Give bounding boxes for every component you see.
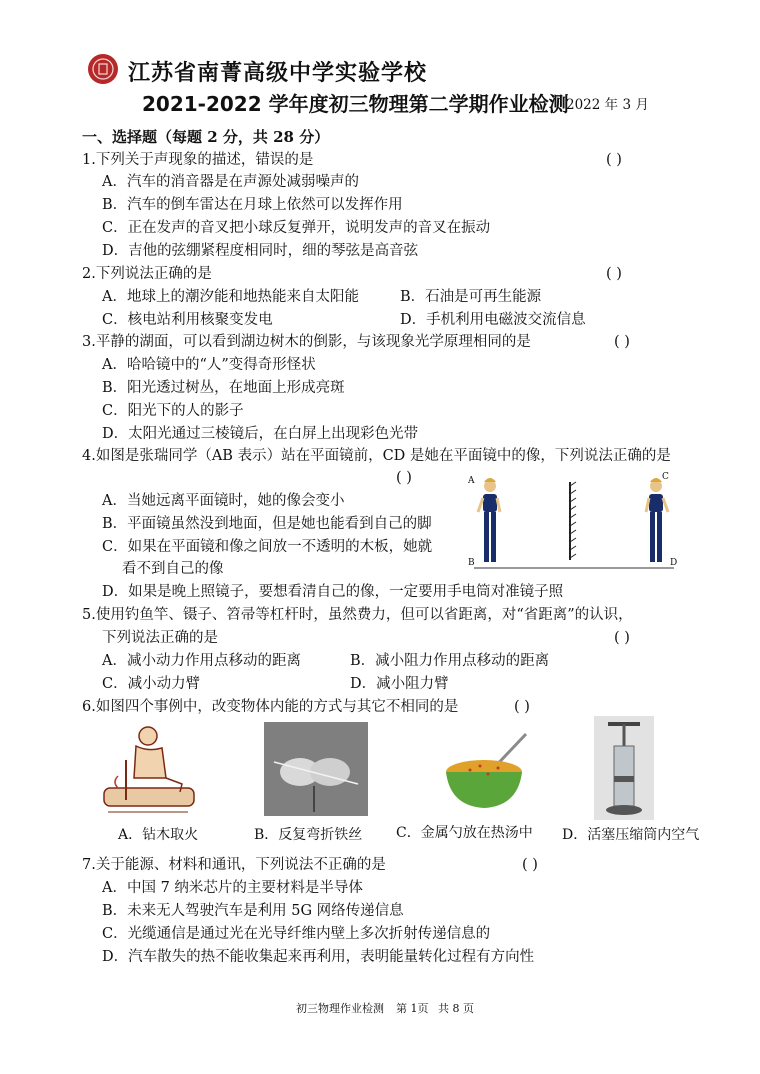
option: A．哈哈镜中的“人”变得奇形怪状 xyxy=(102,357,316,373)
answer-bracket[interactable]: ( ) xyxy=(614,334,630,350)
answer-bracket[interactable]: ( ) xyxy=(614,630,630,646)
option: C．阳光下的人的影子 xyxy=(102,403,244,419)
school-seal-icon xyxy=(88,54,118,84)
answer-bracket[interactable]: ( ) xyxy=(606,266,622,282)
option: A．地球上的潮汐能和地热能来自太阳能 xyxy=(102,289,359,305)
option: D．如果是晚上照镜子，要想看清自己的像，一定要用手电筒对准镜子照 xyxy=(102,584,564,600)
section-title: 一、选择题（每题 2 分，共 28 分） xyxy=(82,128,330,146)
exam-title: 2021-2022 学年度初三物理第二学期作业检测 xyxy=(142,92,569,116)
question-stem: 5.使用钓鱼竿、镊子、笤帚等杠杆时，虽然费力，但可以省距离，对“省距离”的认识， xyxy=(82,607,633,623)
drilling-wood-image xyxy=(96,722,200,818)
option: B．石油是可再生能源 xyxy=(400,289,542,305)
bending-wire-image xyxy=(264,722,368,816)
school-name: 江苏省南菁高级中学实验学校 xyxy=(128,60,428,86)
option: D．吉他的弦绷紧程度相同时，细的琴弦是高音弦 xyxy=(102,243,419,259)
piston-cylinder-image xyxy=(594,716,654,820)
figure-label-c: C xyxy=(662,472,669,482)
option: A．减小动力作用点移动的距离 xyxy=(102,653,301,669)
option: A．汽车的消音器是在声源处减弱噪声的 xyxy=(102,174,359,190)
image-caption: D．活塞压缩筒内空气 xyxy=(562,827,700,843)
option: B．汽车的倒车雷达在月球上依然可以发挥作用 xyxy=(102,197,403,213)
option: C．减小动力臂 xyxy=(102,676,201,692)
question-stem-continued: 下列说法正确的是 xyxy=(102,630,218,646)
footer-total: 共 8 页 xyxy=(438,1002,474,1015)
option: A．中国 7 纳米芯片的主要材料是半导体 xyxy=(102,880,363,896)
figure-label-d: D xyxy=(670,558,678,568)
figure-label-b: B xyxy=(468,558,475,568)
option: B．减小阻力作用点移动的距离 xyxy=(350,653,550,669)
question-stem: 2.下列说法正确的是 xyxy=(82,266,212,282)
option: D．手机利用电磁波交流信息 xyxy=(400,312,586,328)
option: C．核电站利用核聚变发电 xyxy=(102,312,273,328)
option: A．当她远离平面镜时，她的像会变小 xyxy=(102,493,345,509)
option: D．汽车散失的热不能收集起来再利用，表明能量转化过程有方向性 xyxy=(102,949,535,965)
footer-page: 第 1页 xyxy=(396,1002,429,1015)
option: D．减小阻力臂 xyxy=(350,676,449,692)
question-stem: 1.下列关于声现象的描述，错误的是 xyxy=(82,152,314,168)
option: 看不到自己的像 xyxy=(122,561,224,577)
option: C．如果在平面镜和像之间放一不透明的木板，她就 xyxy=(102,539,433,555)
image-caption: C．金属勺放在热汤中 xyxy=(396,825,533,841)
option: B．阳光透过树丛，在地面上形成亮斑 xyxy=(102,380,345,396)
answer-bracket[interactable]: ( ) xyxy=(606,152,622,168)
exam-date: 2022 年 3 月 xyxy=(566,97,649,113)
footer-subject: 初三物理作业检测 xyxy=(296,1002,384,1015)
option: B．平面镜虽然没到地面，但是她也能看到自己的脚 xyxy=(102,516,432,532)
spoon-in-soup-image xyxy=(440,730,534,816)
answer-bracket[interactable]: ( ) xyxy=(396,470,412,486)
option: B．未来无人驾驶汽车是利用 5G 网络传递信息 xyxy=(102,903,404,919)
question-stem: 3.平静的湖面，可以看到湖边树木的倒影，与该现象光学原理相同的是 xyxy=(82,334,531,350)
image-caption: A．钻木取火 xyxy=(118,827,199,843)
question-stem: 4.如图是张瑞同学（AB 表示）站在平面镜前，CD 是她在平面镜中的像，下列说法正确的是 xyxy=(82,448,671,464)
mirror-figure xyxy=(466,472,686,576)
image-caption: B．反复弯折铁丝 xyxy=(254,827,363,843)
option: C．光缆通信是通过光在光导纤维内壁上多次折射传递信息的 xyxy=(102,926,491,942)
answer-bracket[interactable]: ( ) xyxy=(514,699,530,715)
option: D．太阳光通过三棱镜后，在白屏上出现彩色光带 xyxy=(102,426,419,442)
question-stem: 7.关于能源、材料和通讯，下列说法不正确的是 xyxy=(82,857,386,873)
figure-label-a: A xyxy=(468,476,475,486)
answer-bracket[interactable]: ( ) xyxy=(522,857,538,873)
option: C．正在发声的音叉把小球反复弹开，说明发声的音叉在振动 xyxy=(102,220,491,236)
question-stem: 6.如图四个事例中，改变物体内能的方式与其它不相同的是 xyxy=(82,699,459,715)
